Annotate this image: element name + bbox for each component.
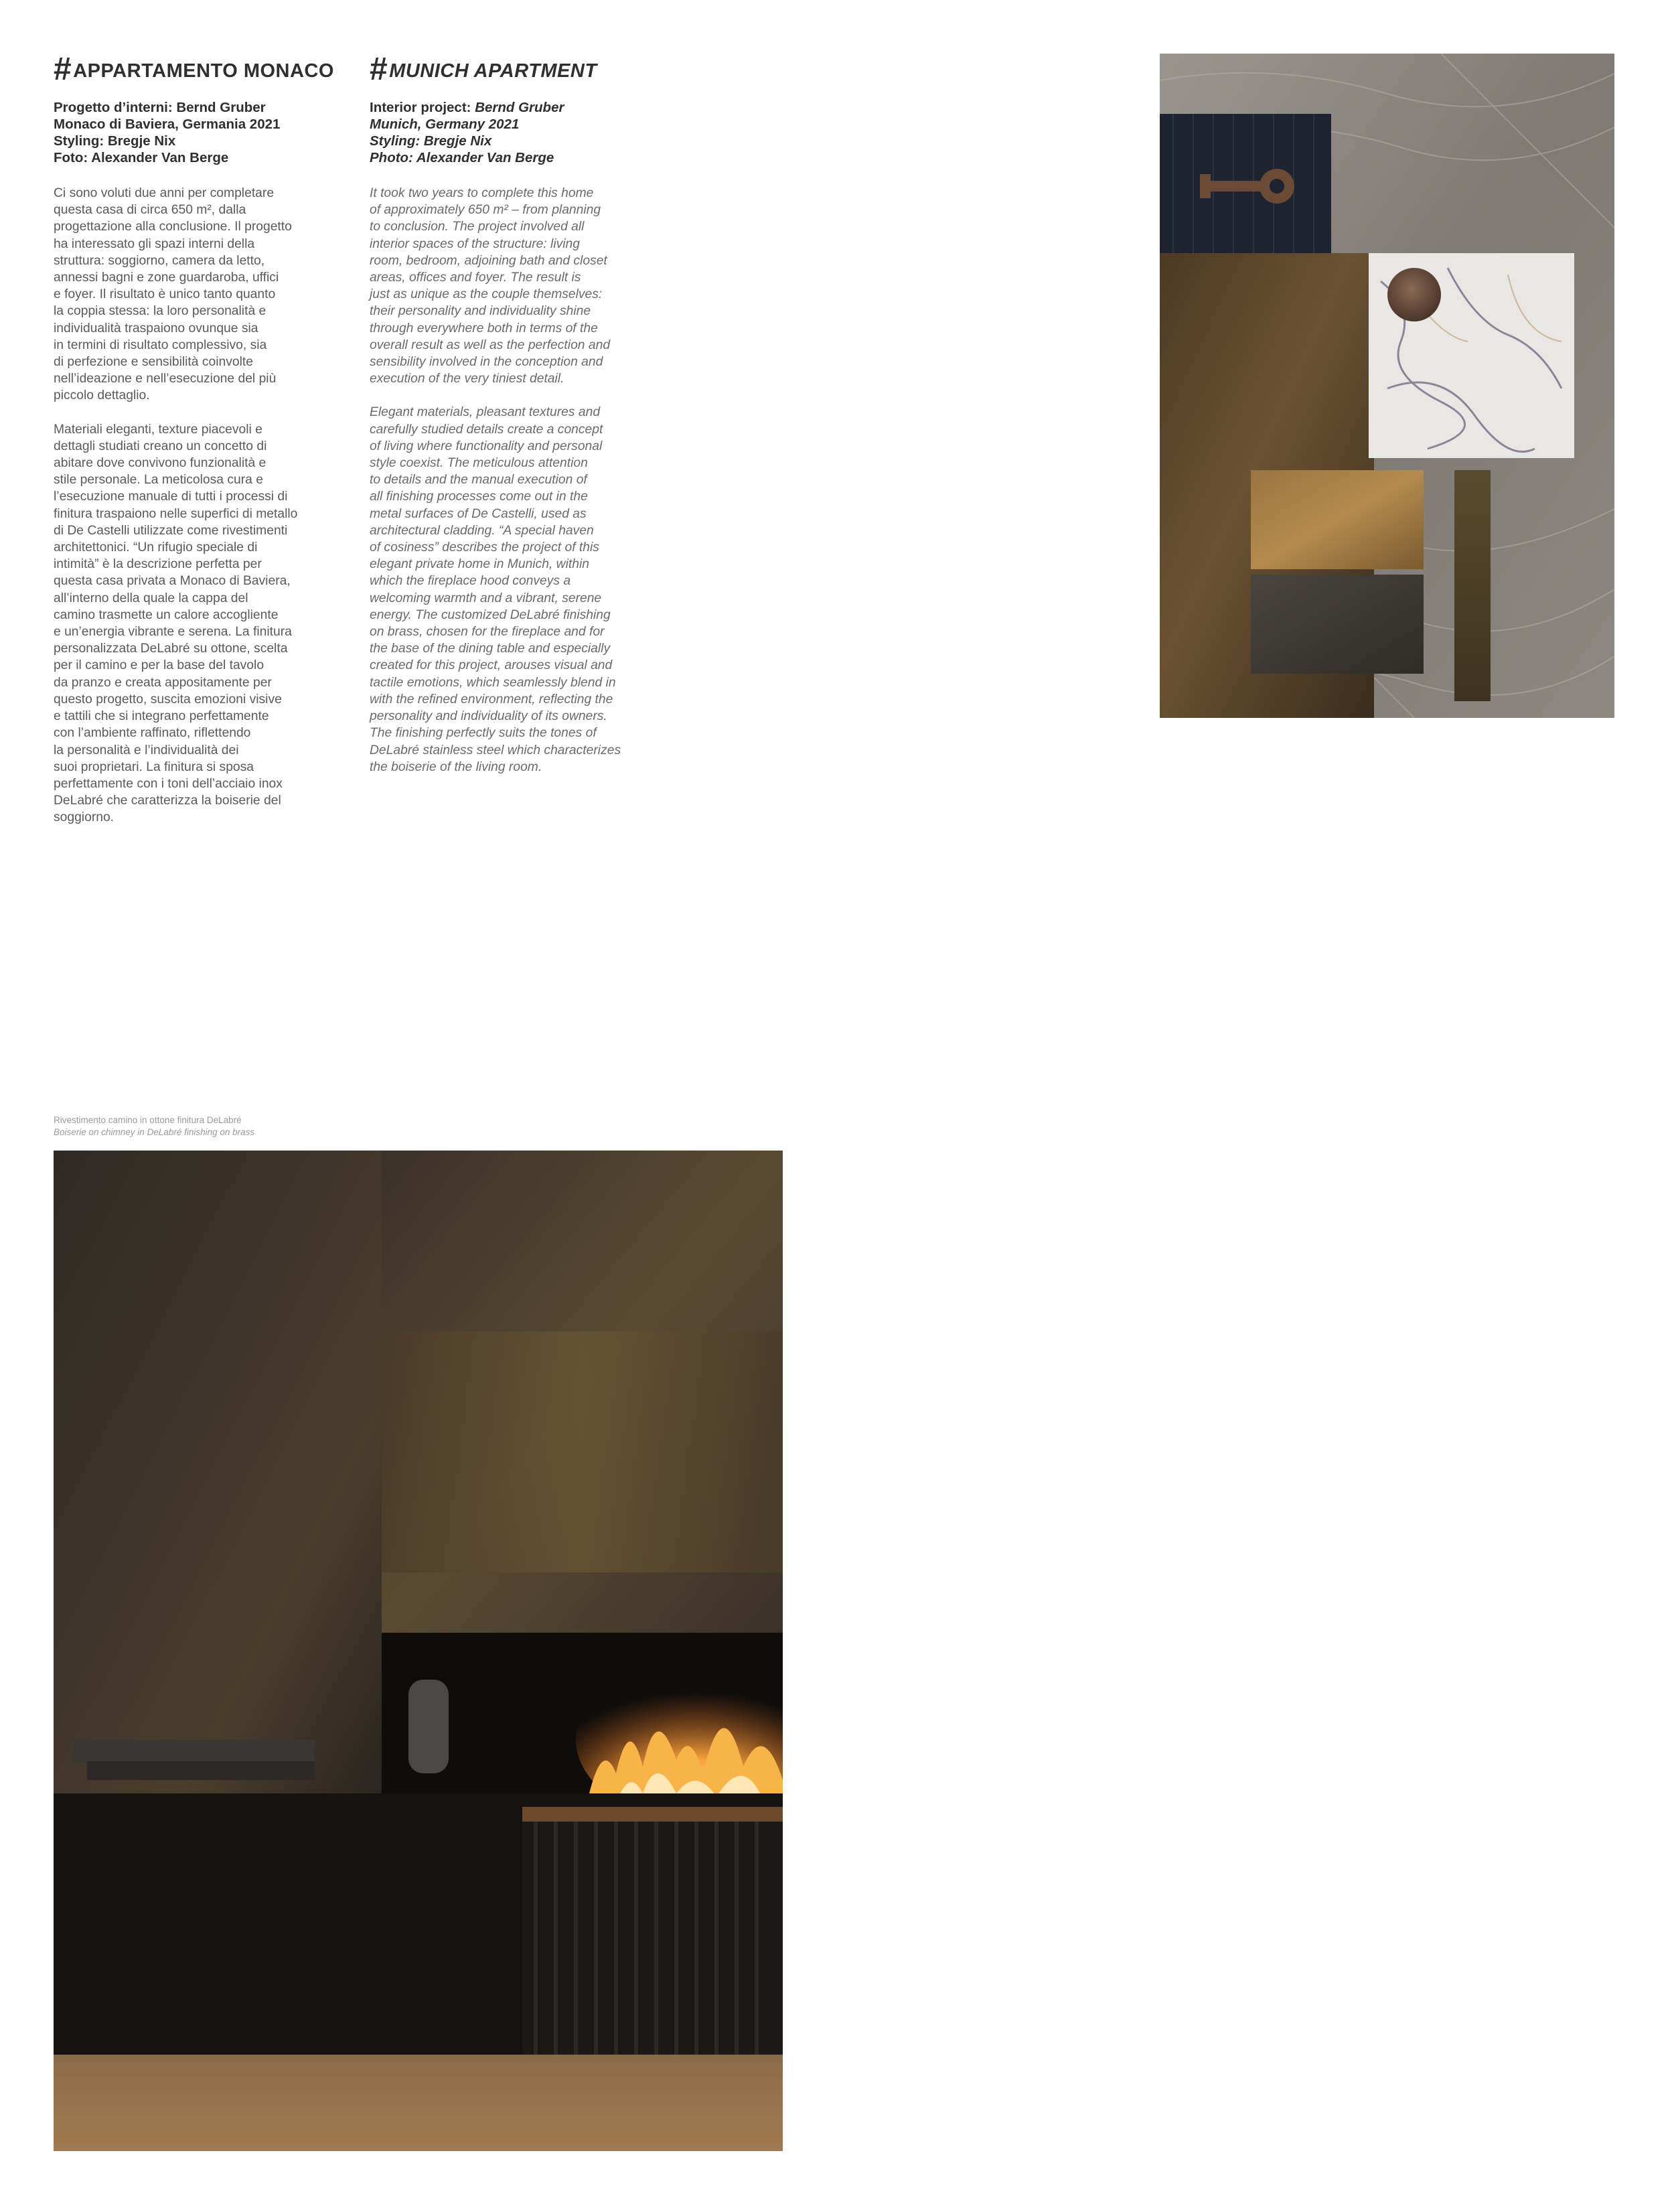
- english-column: [370, 52, 678, 792]
- english-credit-line: [370, 99, 678, 116]
- credit-value: Photo: Alexander Van Berge: [370, 150, 554, 165]
- credit-label: Interior project:: [370, 100, 475, 115]
- english-credit-line: [370, 116, 678, 133]
- italian-column: [54, 52, 362, 843]
- swatch-illustration: [1160, 54, 1614, 718]
- italian-paragraph: Materiali eleganti, texture piacevoli e dettagli studiati creano un concetto di abitare dove convivono funzionalità e stile personale. La meticolosa cura e l’esecuzione manuale di tutti i processi di finitura traspaiono nelle superfici di metallo di De Castelli utilizzate come rivestimenti architettonici. “Un rifugio speciale di intimità” è la descrizione perfetta per questa casa privata a Monaco di Baviera, all’interno della quale la cappa del camino trasmette un calore accogliente e un’energia vibrante e serena. La finitura personalizzata DeLabré su ottone, scelta per il camino e per la base del tavolo da pranzo e creata appositamente per questo progetto, suscita emozioni visive e tattili che si integrano perfettamente con l’ambiente raffinato, riflettendo la personalità e l’individualità dei suoi proprietari. La finitura si sposa perfettamente con i toni dell’acciaio inox DeLabré che caratterizza la boiserie del soggiorno.: [54, 422, 298, 825]
- english-hash: #: [370, 52, 388, 87]
- english-title: [370, 52, 678, 88]
- italian-title-text: APPARTAMENTO MONACO: [73, 60, 334, 82]
- fireplace-illustration: [54, 1151, 783, 2151]
- english-credits: [370, 99, 678, 166]
- brass-fireplace-photo: [54, 1151, 783, 2151]
- english-credit-line: [370, 133, 678, 149]
- photo-caption: [54, 1114, 254, 1138]
- english-paragraph: Elegant materials, pleasant textures and carefully studied details create a concept of living where functionality and personal style coexist. The meticulous attention to details and the manual execution of all finishing processes come out in the metal surfaces of De Castelli, used as architectural cladding. “A special haven of cosiness” describes the project of this elegant private home in Munich, within which the fireplace hood conveys a welcoming warmth and a vibrant, serene energy. The customized DeLabré finishing on brass, chosen for the fireplace and for the base of the dining table and especially created for this project, arouses visual and tactile emotions, which seamlessly blend in with the refined environment, reflecting the personality and individuality of its owners. The finishing perfectly suits the tones of DeLabré stainless steel which characterizes the boiserie of the living room.: [370, 405, 621, 774]
- italian-credit-line: Styling: Bregje Nix: [54, 133, 176, 149]
- italian-hash: #: [54, 52, 72, 87]
- credit-value: Munich, Germany 2021: [370, 117, 520, 132]
- caption-english: Boiserie on chimney in DeLabré finishing on brass: [54, 1127, 255, 1137]
- italian-credits: [54, 99, 362, 166]
- italian-title: [54, 52, 362, 88]
- english-title-text: MUNICH APARTMENT: [389, 60, 597, 82]
- caption-italian: Rivestimento camino in ottone finitura DeLabré: [54, 1115, 242, 1125]
- italian-credit-line: Monaco di Baviera, Germania 2021: [54, 117, 281, 132]
- english-paragraph: It took two years to complete this home of approximately 650 m² – from planning to conclusion. The project involved all interior spaces of the structure: living room, bedroom, adjoining bath and closet areas, offices and foyer. The result is just as unique as the couple themselves: their personality and individuality shine through everywhere both in terms of the overall result as well as the perfection and sensibility involved in the conception and execution of the very tiniest detail.: [370, 186, 611, 386]
- english-credit-line: [370, 149, 678, 166]
- italian-credit-line: Progetto d’interni: Bernd Gruber: [54, 100, 266, 115]
- credit-value: Bernd Gruber: [475, 100, 564, 115]
- italian-credit-line: Foto: Alexander Van Berge: [54, 150, 229, 165]
- credit-value: Styling: Bregje Nix: [370, 133, 492, 149]
- material-swatch-board-photo: [1160, 54, 1614, 718]
- italian-paragraph: Ci sono voluti due anni per completare questa casa di circa 650 m², dalla progettazione alla conclusione. Il progetto ha interessato gli spazi interni della struttura: soggiorno, camera da letto, annessi bagni e zone guardaroba, uffici e foyer. Il risultato è unico tanto quanto la coppia stessa: la loro personalità e individualità traspaiono ovunque sia in termini di risultato complessivo, sia di perfezione e sensibilità coinvolte nell’ideazione e nell’esecuzione del più piccolo dettaglio.: [54, 186, 292, 403]
